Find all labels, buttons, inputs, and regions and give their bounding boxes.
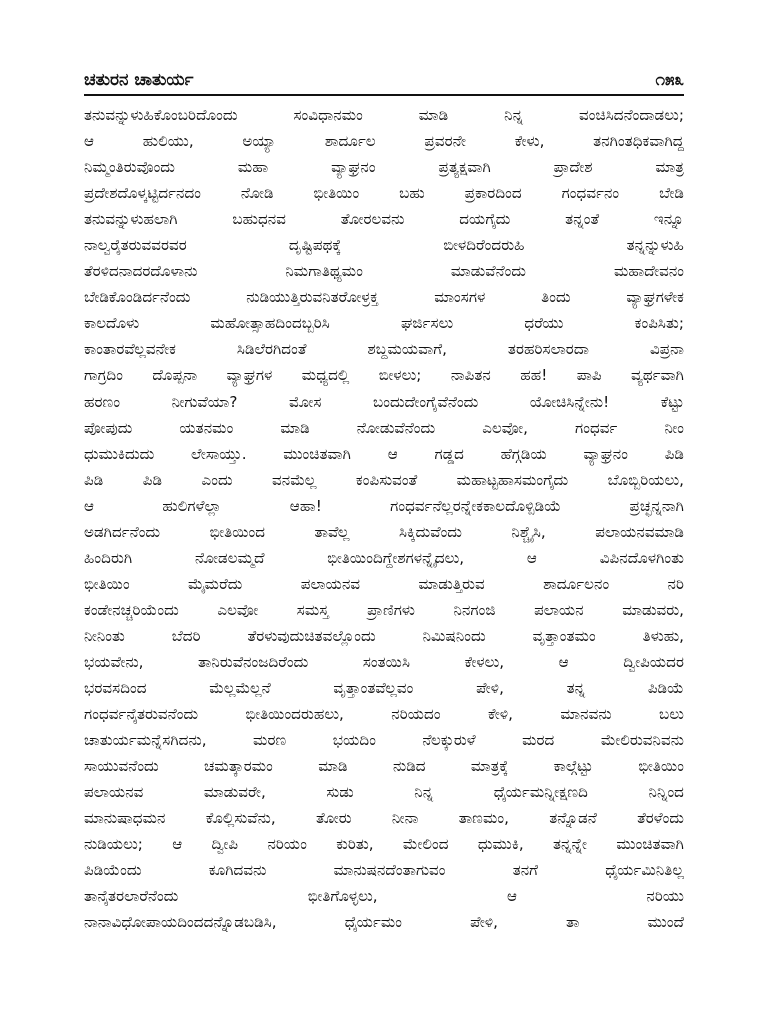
text-line: ನಾನಾವಿಧೋಪಾಯದಿಂದದನ್ನೊಡಬಡಿಸಿ, ಧೈರ್ಯಮಂ ಪೇಳಿ, ತಾ ಮುಂದೆ (84, 913, 684, 932)
text-line: ಆ ಹುಲಿಯು, ಅಯ್ಯಾ ಶಾರ್ದೂಲ ಪ್ರವರನೇ ಕೇಳು, ತನಗಿಂತಧಿಕವಾಗಿದ್ದ (84, 132, 684, 151)
body-text (84, 102, 684, 936)
text-line: ಕಾಂತಾರವೆಲ್ಲವನೇಕ ಸಿಡಿಲೆರಗಿದಂತೆ ಶಬ್ದಮಯವಾಗೆ, ತರಹರಿಸಲಾರದಾ ವಿಪ್ರನಾ (84, 340, 684, 359)
text-line: ನುಡಿಯಲು; ಆ ದ್ವೀಪಿ ನರಿಯಂ ಕುರಿತು, ಮೇಲಿಂದ ಧುಮುಕಿ, ತನ್ನನ್ನೇ ಮುಂಚಿತವಾಗಿ (84, 835, 684, 854)
running-title: ಚತುರನ ಚಾತುರ್ಯ (84, 70, 194, 90)
text-line: ಚಾತುರ್ಯಮನ್ನೆಸಗಿದನು, ಮರಣ ಭಯದಿಂ ನೆಲಕ್ಕುರುಳೆ ಮರದ ಮೇಲಿರುವನಿವನು (84, 731, 684, 750)
text-line: ಬೇಡಿಕೊಂಡಿರ್ದನೆಂದು ನುಡಿಯುತ್ತಿರುವನಿತರೋಳ್ರಕ್ತ ಮಾಂಸಗಳ ತಿಂದು ವ್ಯಾಘ್ರಗಳೇಕ (84, 288, 684, 307)
text-line: ಧುಮುಕಿದುದು ಲೇಸಾಯ್ತು. ಮುಂಚಿತವಾಗಿ ಆ ಗಡ್ಡದ ಹೆಗ್ಗಡಿಯ ವ್ಯಾಘ್ರನಂ ಪಿಡಿ (84, 444, 684, 463)
running-header (84, 66, 684, 96)
text-line: ನಿಮ್ಮಂತಿರುವೊಂದು ಮಹಾ ವ್ಯಾಘ್ರನಂ ಪ್ರತ್ಯಕ್ಷವಾಗಿ ಪ್ರಾದೇಶ ಮಾತ್ರ (84, 158, 684, 177)
text-line: ಕಾಲದೊಳು ಮಹೋತ್ಸಾಹದಿಂದಬ್ಬರಿಸಿ ಘರ್ಜಿಸಲು ಧರೆಯು ಕಂಪಿಸಿತು; (84, 314, 684, 333)
text-line: ಆ ಹುಲಿಗಳೆಲ್ಲಾ ಆಹಾ! ಗಂಧರ್ವನೆಲ್ಲರನ್ನೇಕಕಾಲದೊಳ್ಪಿಡಿಯೆ ಪ್ರಚ್ಛನ್ನನಾಗಿ (84, 496, 684, 515)
text-line: ಪಲಾಯನವ ಮಾಡುವರೇ, ಸುಡು ನಿನ್ನ ಧೈರ್ಯಮನ್ನೀಕ್ಷಣದಿ ನಿನ್ನಿಂದ (84, 783, 684, 802)
text-line: ಪೋಪುದು ಯತನಮಂ ಮಾಡಿ ನೋಡುವೆನೆಂದು ಎಲವೋ, ಗಂಧರ್ವ ನೀಂ (84, 418, 684, 437)
text-line: ಕಂಡೇನಚ್ಚರಿಯೆಂದು ಎಲವೋ ಸಮಸ್ತ ಪ್ರಾಣಿಗಳು ನಿನಗಂಜಿ ಪಲಾಯನ ಮಾಡುವರು, (84, 600, 684, 619)
text-line: ಹಿಂದಿರುಗಿ ನೋಡಲಮ್ಮದೆ ಭೀತಿಯಿಂದಿಗ್ದೇಶಗಳನ್ನೈದಲು, ಆ ವಿಪಿನದೊಳಗಿಂತು (84, 548, 684, 567)
text-line: ತೆರಳಿದನಾದರದೊಳಾನು ನಿಮಗಾತಿಥ್ಯಮಂ ಮಾಡುವೆನೆಂದು ಮಹಾದೇವನಂ (84, 262, 684, 281)
text-line: ಪಿಡಿಯೆಂದು ಕೂಗಿದವನು ಮಾನುಷನದೆಂತಾಗುವಂ ತನಗೆ ಧೈರ್ಯಮಿನಿತಿಲ್ಲ (84, 861, 684, 880)
text-line: ಪ್ರದೇಶದೊಳ್ಕಟ್ಟಿರ್ದನದಂ ನೋಡಿ ಭೀತಿಯಿಂ ಬಹು ಪ್ರಕಾರದಿಂದ ಗಂಧರ್ವನಂ ಬೇಡಿ (84, 184, 684, 203)
text-line: ಗಂಧರ್ವನೈತರುವನೆಂದು ಭೀತಿಯಿಂದರುಹಲು, ನರಿಯದಂ ಕೇಳಿ, ಮಾನವನು ಬಲು (84, 705, 684, 724)
text-line: ಪಿಡಿ ಪಿಡಿ ಎಂದು ವನಮೆಲ್ಲ ಕಂಪಿಸುವಂತೆ ಮಹಾಟ್ಟಹಾಸಮಂಗೈದು ಬೊಬ್ಬಿರಿಯಲು, (84, 470, 684, 489)
text-line: ಮಾನುಷಾಧಮನ ಕೊಲ್ಲಿಸುವೆನು, ತೋರು ನೀನಾ ತಾಣಮಂ, ತನ್ನೊಡನೆ ತೆರಳೆಂದು (84, 809, 684, 828)
text-line: ನೀನಿಂತು ಬೆದರಿ ತೆರಳುವುದುಚಿತವಲ್ಲೊಂದು ನಿಮಿಷನಿಂದು ವೃತ್ತಾಂತಮಂ ತಿಳುಹು, (84, 626, 684, 645)
text-line: ಸಾಯುವನೆಂದು ಚಮತ್ಕಾರಮಂ ಮಾಡಿ ನುಡಿದ ಮಾತ್ರಕ್ಕೆ ಕಾಲ್ಗೆಟ್ಟು ಭೀತಿಯಿಂ (84, 757, 684, 776)
text-line: ನಾಲ್ವರೈತರುವವರವರ ದೃಷ್ಟಿಪಥಕ್ಕೆ ಬೀಳದಿರೆಂದರುಹಿ ತನ್ನನ್ನುಳುಹಿ (84, 236, 684, 255)
text-line: ತನುವನ್ನುಳುಹಲಾಗಿ ಬಹುಧನವ ತೋರಲವನು ದಯಗೈದು ತನ್ನಂತೆ ಇನ್ನೂ (84, 210, 684, 229)
text-line: ಭರವಸದಿಂದ ಮೆಲ್ಲಮೆಲ್ಲನೆ ವೃತ್ತಾಂತವೆಲ್ಲವಂ ಪೇಳಿ, ತನ್ನ ಪಿಡಿಯೆ (84, 679, 684, 698)
text-line: ಭಯವೇನು, ತಾನಿರುವೆನಂಜದಿರೆಂದು ಸಂತಯಿಸಿ ಕೇಳಲು, ಆ ದ್ವೀಪಿಯದರ (84, 652, 684, 671)
book-page (84, 66, 684, 936)
text-line: ಗಾಗ್ರದಿಂ ದೊಪ್ಪನಾ ವ್ಯಾಘ್ರಗಳ ಮಧ್ಯದಲ್ಲಿ ಬೀಳಲು; ನಾಪಿತನ ಹಹ! ಪಾಪಿ ವ್ಯರ್ಥವಾಗಿ (84, 366, 684, 385)
text-line: ತನುವನ್ನುಳುಹಿಕೊಂಬರಿದೊಂದು ಸಂವಿಧಾನಮಂ ಮಾಡಿ ನಿನ್ನ ವಂಚಿಸಿದನೆಂದಾಡಲು; (84, 106, 684, 124)
text-line: ಭೀತಿಯಿಂ ಮೈಮರೆದು ಪಲಾಯನವ ಮಾಡುತ್ತಿರುವ ಶಾರ್ದೂಲನಂ ನರಿ (84, 574, 684, 593)
text-line: ಹರಣಂ ನೀಗುವೆಯಾ? ಮೋಸ ಬಂದುದೇಂಗೈವೆನೆಂದು ಯೋಚಿಸಿನ್ನೇನು! ಕೆಟ್ಟು (84, 392, 684, 411)
text-line: ಅಡಗಿರ್ದನೆಂದು ಭೀತಿಯಿಂದ ತಾವೆಲ್ಲ ಸಿಕ್ಕಿದುವೆಂದು ನಿಶ್ಚೈಸಿ, ಪಲಾಯನವಮಾಡಿ (84, 522, 684, 541)
text-line: ತಾನೈತರಲಾರೆನೆಂದು ಭೀತಿಗೊಳ್ಳಲು, ಆ ನರಿಯು (84, 887, 684, 906)
page-number: ೧೫೩ (655, 70, 684, 90)
